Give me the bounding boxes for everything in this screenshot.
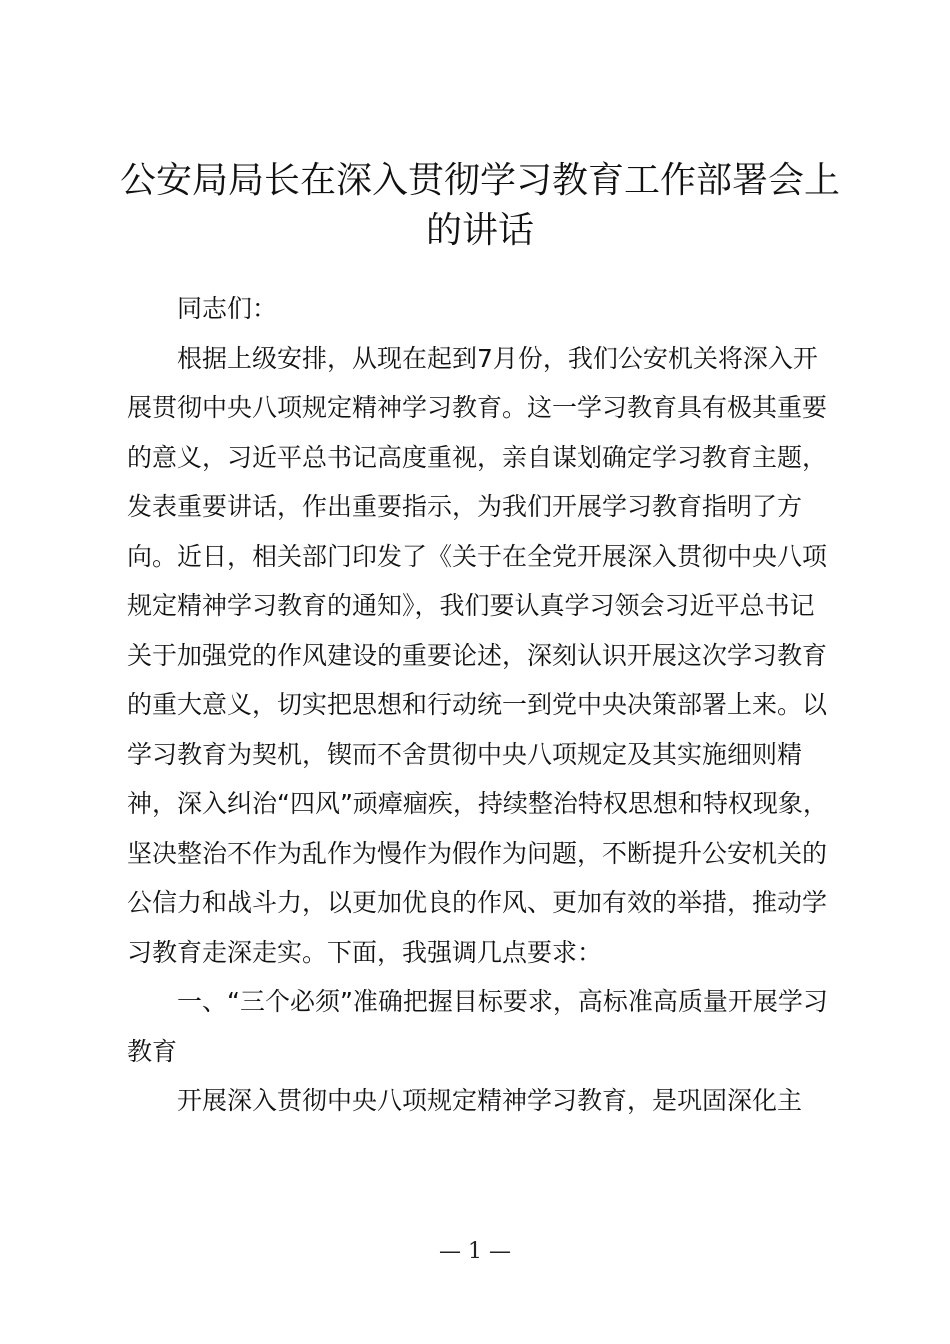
section-heading-1: 一、“三个必须”准确把握目标要求，高标准高质量开展学习教育: [127, 987, 828, 1066]
paragraph-1: 根据上级安排，从现在起到7月份，我们公安机关将深入开展贯彻中央八项规定精神学习教育。这一学习教育具有极其重要的意义，习近平总书记高度重视，亲自谋划确定学习教育主题，发表重要讲话，作出重要指示，为我们开展学习教育指明了方向。近日，相关部门印发了《关于在全党开展深入贯彻中央八项规定精神学习教育的通知》，我们要认真学习领会习近平总书记关于加强党的作风建设的重要论述，深刻认识开展这次学习教育的重大意义，切实把思想和行动统一到党中央决策部署上来。以学习教育为契机，锲而不舍贯彻中央八项规定及其实施细则精神，深入纠治“四风”顽瘴痼疾，持续整治特权思想和特权现象，坚决整治不作为乱作为慢作为假作为问题，不断提升公安机关的公信力和战斗力，以更加优良的作风、更加有效的举措，推动学习教育走深走实。下面，我强调几点要求：: [127, 343, 828, 967]
page-number: — 1 —: [439, 1239, 511, 1264]
paragraph-2: 开展深入贯彻中央八项规定精神学习教育，是巩固深化主: [177, 1086, 803, 1115]
document-title: 公安局局长在深入贯彻学习教育工作部署会上的讲话: [119, 160, 840, 251]
salutation: 同志们：: [177, 294, 278, 323]
document-body: [127, 284, 833, 1126]
